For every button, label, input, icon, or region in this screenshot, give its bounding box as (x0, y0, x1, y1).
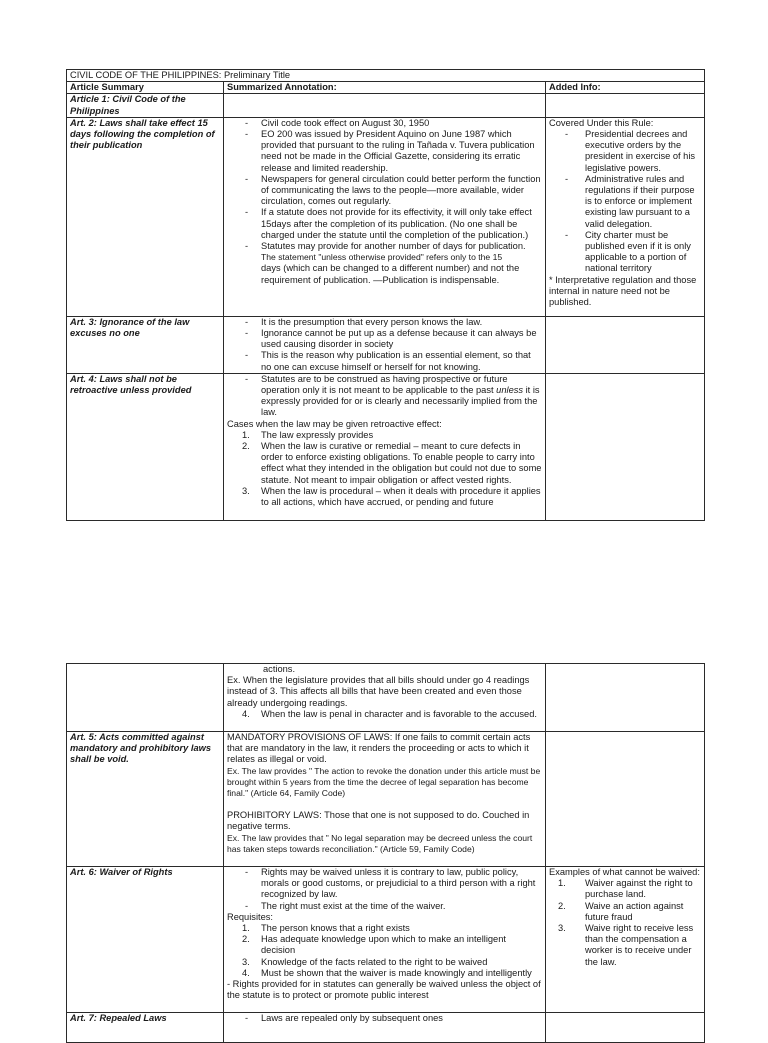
table-row (67, 117, 705, 316)
article-2-annotation (224, 117, 546, 316)
list-item: 4. When the law is penal in character and is favorable to the accused. (242, 708, 537, 719)
publication-statement: The statement "unless otherwise provided" refers only to the 15 (261, 252, 503, 263)
article-1-title: Article 1: Civil Code of the Philippines (67, 94, 224, 117)
article-4-cont-added-info (546, 664, 705, 732)
article-5-added-info (546, 732, 705, 867)
list-item: - Rights may be waived unless it is contrary to law, public policy, morals or good customs, or prejudicial to a third person with a right recognized by law. (227, 867, 542, 901)
article-3-added-info (546, 316, 705, 373)
procedural-example: Ex. When the legislature provides that all bills should under go 4 readings instead of 3. This affects all bills that have been created and even those already undergoing readings. (227, 675, 530, 708)
article-4-cont-title (67, 664, 224, 732)
mandatory-example: Ex. The law provides " The action to revoke the donation under this article must be brought within 5 years from the time the decree of legal separation has become final." (Article 64, Family Code) (227, 765, 541, 799)
list-item: - Statutes may provide for another number of days for publication. (227, 241, 542, 252)
list-item: - Ignorance cannot be put up as a defense because it can always be used causing disorder in society (227, 328, 542, 350)
article-7-title: Art. 7: Repealed Laws (67, 1013, 224, 1043)
table-row (67, 1013, 705, 1043)
list-item: - Civil code took effect on August 30, 1950 (227, 118, 542, 129)
article-2-added-info (546, 117, 705, 316)
list-item: - It is the presumption that every person knows the law. (227, 317, 542, 328)
table-row (67, 867, 705, 1013)
continued-actions: actions. (263, 664, 296, 674)
publication-statement-cont: days (which can be changed to a different number) and not the requirement of publication. —Publication is indispensable. (261, 263, 520, 285)
article-4-annotation (224, 373, 546, 520)
list-item: 3. When the law is procedural – when it deals with procedure it applies to all actions, which have accrued, or pending and future (242, 485, 541, 508)
article-7-annotation (224, 1013, 546, 1043)
table-row (67, 94, 705, 117)
article-7-added-info (546, 1013, 705, 1043)
article-6-title: Art. 6: Waiver of Rights (67, 867, 224, 1013)
list-item: 1. Waiver against the right to purchase land. (558, 878, 693, 900)
list-item: - City charter must be published even if it is only applicable to a portion of national territory (549, 230, 701, 275)
list-item: - Laws are repealed only by subsequent ones (227, 1013, 542, 1024)
list-item: - Statutes are to be construed as having prospective or future operation only it is not meant to be applicable to the past unless it is expressly provided for or is clearly and necessarily implied from the law. (227, 374, 542, 419)
list-item: - Newspapers for general circulation could better perform the function of communicating the laws to the people—more available, wider circulation, comes out regularly. (227, 174, 542, 208)
table-row (67, 316, 705, 373)
list-item: - EO 200 was issued by President Aquino on June 1987 which provided that pursuant to the ruling in Tañada v. Tuvera publication need not be made in the Official Gazette, considering its erratic release and limited readership. (227, 129, 542, 174)
prohibitory-example: Ex. The law provides that " No legal separation may be decreed unless the court has taken steps towards reconciliation." (Article 59, Family Code) (227, 832, 533, 854)
list-item: 3. Knowledge of the facts related to the right to be waived (242, 956, 488, 967)
article-3-title: Art. 3: Ignorance of the law excuses no one (67, 316, 224, 373)
list-item: 3. Waive right to receive less than the compensation a worker is to receive under the law. (558, 923, 694, 967)
cases-intro: Cases when the law may be given retroactive effect: (227, 418, 442, 429)
article-6-added-info (546, 867, 705, 1013)
list-item: 2. Waive an action against future fraud (558, 900, 684, 922)
list-item: - Administrative rules and regulations if their purpose is to enforce or implement existing law pursuant to a valid delegation. (549, 174, 701, 230)
added-intro: Examples of what cannot be waived: (549, 867, 700, 877)
article-4-added-info (546, 373, 705, 520)
requisites-intro: Requisites: (227, 911, 273, 922)
article-4-title: Art. 4: Laws shall not be retroactive unless provided (67, 373, 224, 520)
added-note: * Interpretative regulation and those internal in nature need not be published. (549, 274, 697, 308)
list-item: - This is the reason why publication is an essential element, so that no one can excuse himself or herself for not knowing. (227, 350, 542, 372)
list-item: - If a statute does not provide for its effectivity, it will only take effect 15days after the completion of its publication. (No one shall be charged under the statute until the completion of the publication.) (227, 207, 542, 241)
article-6-annotation (224, 867, 546, 1013)
table-row (67, 732, 705, 867)
list-item: 1. The law expressly provides (242, 429, 374, 440)
annotation-table-page1 (66, 69, 705, 521)
article-1-annotation (224, 94, 546, 117)
list-item: - Presidential decrees and executive orders by the president in exercise of his legislative powers. (549, 129, 701, 174)
header-added-info: Added Info: (546, 82, 705, 94)
table-row (67, 373, 705, 520)
article-5-title: Art. 5: Acts committed against mandatory and prohibitory laws shall be void. (67, 732, 224, 867)
list-item: 4. Must be shown that the waiver is made knowingly and intelligently (242, 967, 532, 978)
article-5-annotation (224, 732, 546, 867)
list-item: 1. The person knows that a right exists (242, 923, 410, 934)
article-3-annotation (224, 316, 546, 373)
list-item: 2. When the law is curative or remedial – meant to cure defects in order to enforce existing obligations. To enable people to carry into effect what they intended in the obligation but could not due to some statute. Not meant to impair obligation or affect vested rights. (242, 441, 542, 485)
article-2-title: Art. 2: Laws shall take effect 15 days following the completion of their publication (67, 117, 224, 316)
list-item: - The right must exist at the time of the waiver. (227, 901, 542, 912)
annotation-table-page2 (66, 663, 705, 1043)
header-article-summary: Article Summary (67, 82, 224, 94)
mandatory-provisions: MANDATORY PROVISIONS OF LAWS: If one fails to commit certain acts that are mandatory in the law, it renders the proceeding or acts to which it relates as illegal or void. (227, 732, 531, 765)
article-1-added-info (546, 94, 705, 117)
table-row (67, 664, 705, 732)
header-annotation: Summarized Annotation: (224, 82, 546, 94)
list-item: 2. Has adequate knowledge upon which to make an intelligent decision (242, 934, 506, 956)
added-intro: Covered Under this Rule: (549, 117, 654, 128)
waiver-note: - Rights provided for in statutes can generally be waived unless the object of the statute is to protect or promote public interest (227, 979, 541, 1001)
table-title: CIVIL CODE OF THE PHILIPPINES: Preliminary Title (67, 70, 705, 82)
article-4-cont-annotation (224, 664, 546, 732)
prohibitory-laws: PROHIBITORY LAWS: Those that one is not supposed to do. Couched in negative terms. (227, 810, 530, 832)
